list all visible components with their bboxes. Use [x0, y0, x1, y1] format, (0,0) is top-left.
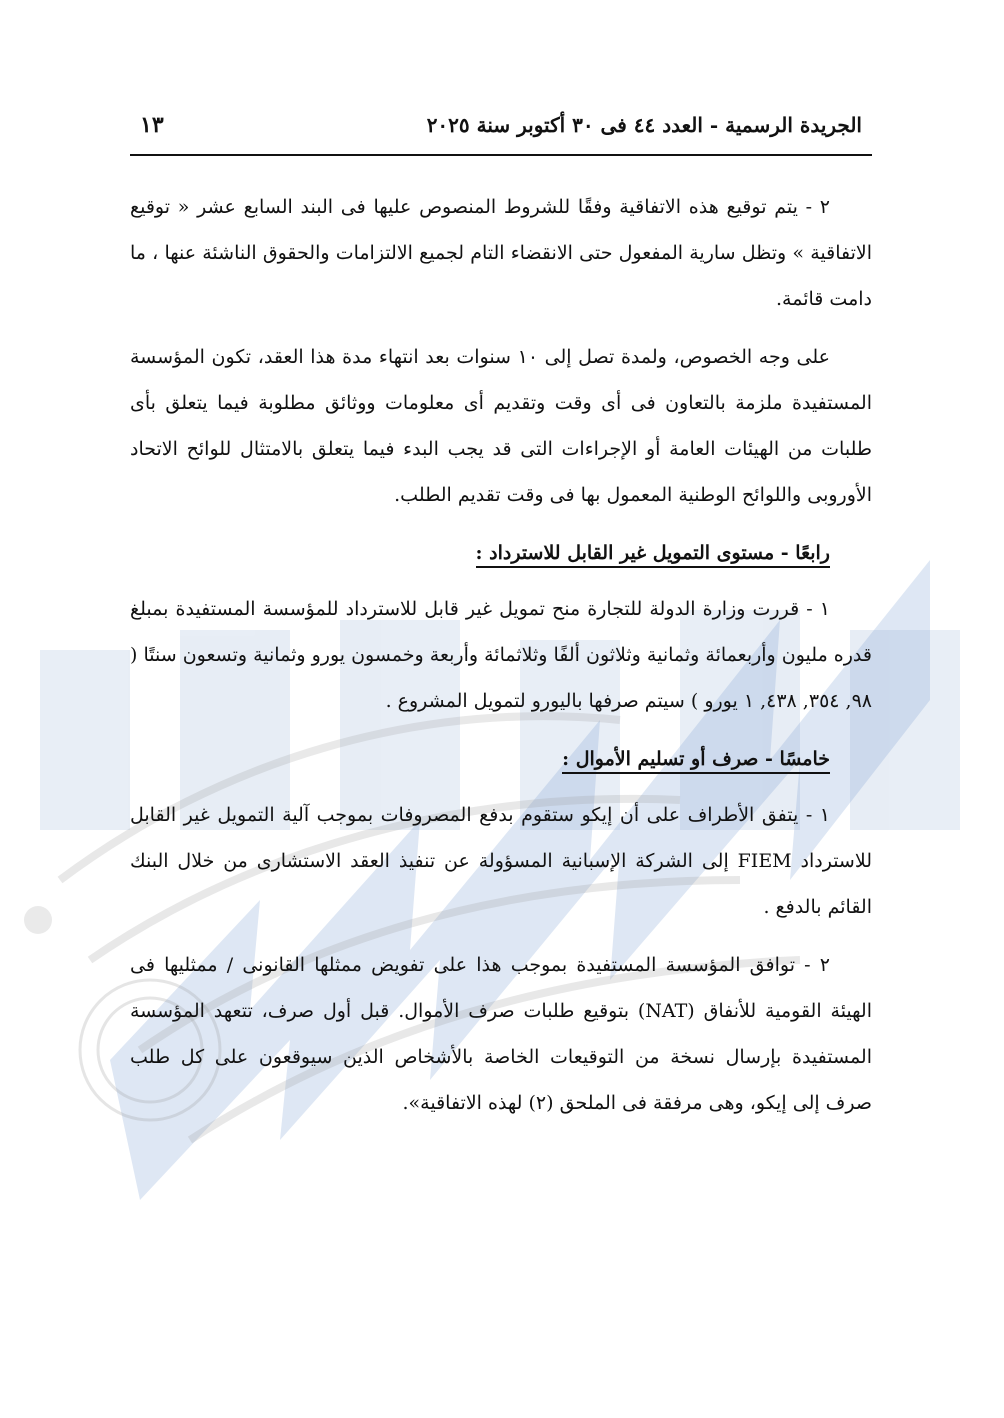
gazette-title: الجريدة الرسمية - العدد ٤٤ فى ٣٠ أكتوبر سنة ٢٠٢٥ [426, 113, 862, 137]
paragraph-cooperation-obligation: على وجه الخصوص، ولمدة تصل إلى ١٠ سنوات بعد انتهاء مدة هذا العقد، تكون المؤسسة المستفيدة ملزمة بالتعاون فى أى وقت وتقديم أى معلومات ووثائق مطلوبة فيما يتعلق بأى طلبات من الهيئات العامة أو الإجراءات التى قد يجب البدء فيما يتعلق بالامتثال للوائح الاتحاد الأوروبى واللوائح الوطنية المعمول بها فى وقت تقديم الطلب. [130, 346, 872, 506]
section-heading-funding-level [130, 530, 872, 576]
section-heading-disbursement [130, 736, 872, 782]
paragraph-disbursement-mechanism: ١ - يتفق الأطراف على أن إيكو ستقوم بدفع المصروفات بموجب آلية التمويل غير القابل للاسترداد FIEM إلى الشركة الإسبانية المسؤولة عن تنفيذ العقد الاستشارى من خلال البنك القائم بالدفع . [130, 804, 872, 918]
body-text [130, 184, 872, 1126]
section-heading-disbursement-text: خامسًا - صرف أو تسليم الأموال : [562, 748, 830, 774]
gazette-page [130, 112, 872, 1138]
paragraph-agreement-signing: ٢ - يتم توقيع هذه الاتفاقية وفقًا للشروط المنصوص عليها فى البند السابع عشر « توقيع الاتفاقية » وتظل سارية المفعول حتى الانقضاء التام لجميع الالتزامات والحقوق الناشئة عنها ، ما دامت قائمة. [130, 196, 872, 310]
paragraph-authorized-signatories: ٢ - توافق المؤسسة المستفيدة بموجب هذا على تفويض ممثلها القانونى / ممثليها فى الهيئة القومية للأنفاق (NAT) بتوقيع طلبات صرف الأموال. قبل أول صرف، تتعهد المؤسسة المستفيدة بإرسال نسخة من التوقيعات الخاصة بالأشخاص الذين سيوقعون على كل طلب صرف إلى إيكو، وهى مرفقة فى الملحق (٢) لهذه الاتفاقية». [130, 954, 872, 1114]
section-heading-funding-level-text: رابعًا - مستوى التمويل غير القابل للاسترداد : [476, 542, 831, 568]
paragraph-funding-amount: ١ - قررت وزارة الدولة للتجارة منح تمويل غير قابل للاسترداد للمؤسسة المستفيدة بمبلغ قدره مليون وأربعمائة وثمانية وثلاثون ألفًا وثلاثمائة وأربعة وخمسون يورو وثمانية وتسعون سنتًا ( ٩٨, ٣٥٤, ٤٣٨, ١ يورو ) سيتم صرفها باليورو لتمويل المشروع . [130, 598, 872, 712]
page-header [130, 112, 872, 152]
page-number: ١٣ [140, 112, 164, 138]
header-rule [130, 154, 872, 156]
